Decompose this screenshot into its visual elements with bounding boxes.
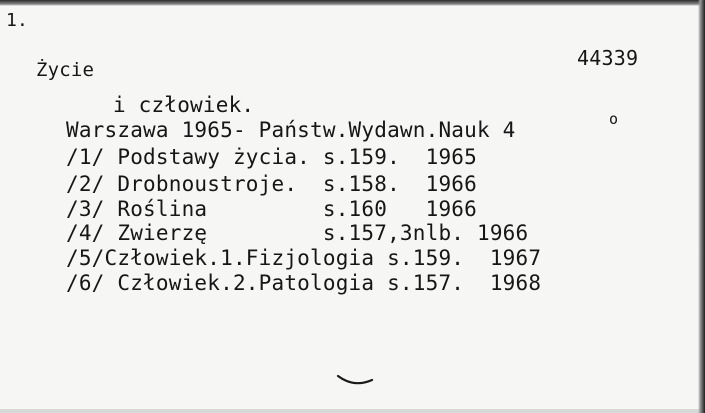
title-continuation: i człowiek.: [113, 93, 255, 117]
volume-entry: /3/ Roślina s.160 1966: [66, 197, 477, 221]
imprint-line: Warszawa 1965- Państw.Wydawn.Nauk 4: [66, 118, 516, 142]
volume-entry: /4/ Zwierzę s.157,3nlb. 1966: [66, 221, 529, 245]
card-title: Życie: [36, 59, 95, 81]
accession-number: 44339: [577, 46, 639, 70]
volume-entry: /1/ Podstawy życia. s.159. 1965: [66, 145, 477, 169]
format-superscript: o: [609, 110, 619, 128]
card-corner-number: 1.: [6, 10, 29, 31]
volume-entry: /6/ Człowiek.2.Patologia s.157. 1968: [66, 271, 542, 295]
volume-entry: /2/ Drobnoustroje. s.158. 1966: [66, 172, 477, 196]
volume-entry: /5/Człowiek.1.Fizjologia s.159. 1967: [66, 246, 542, 270]
ink-mark: [336, 372, 378, 390]
card-bottom-edge: [0, 409, 705, 413]
